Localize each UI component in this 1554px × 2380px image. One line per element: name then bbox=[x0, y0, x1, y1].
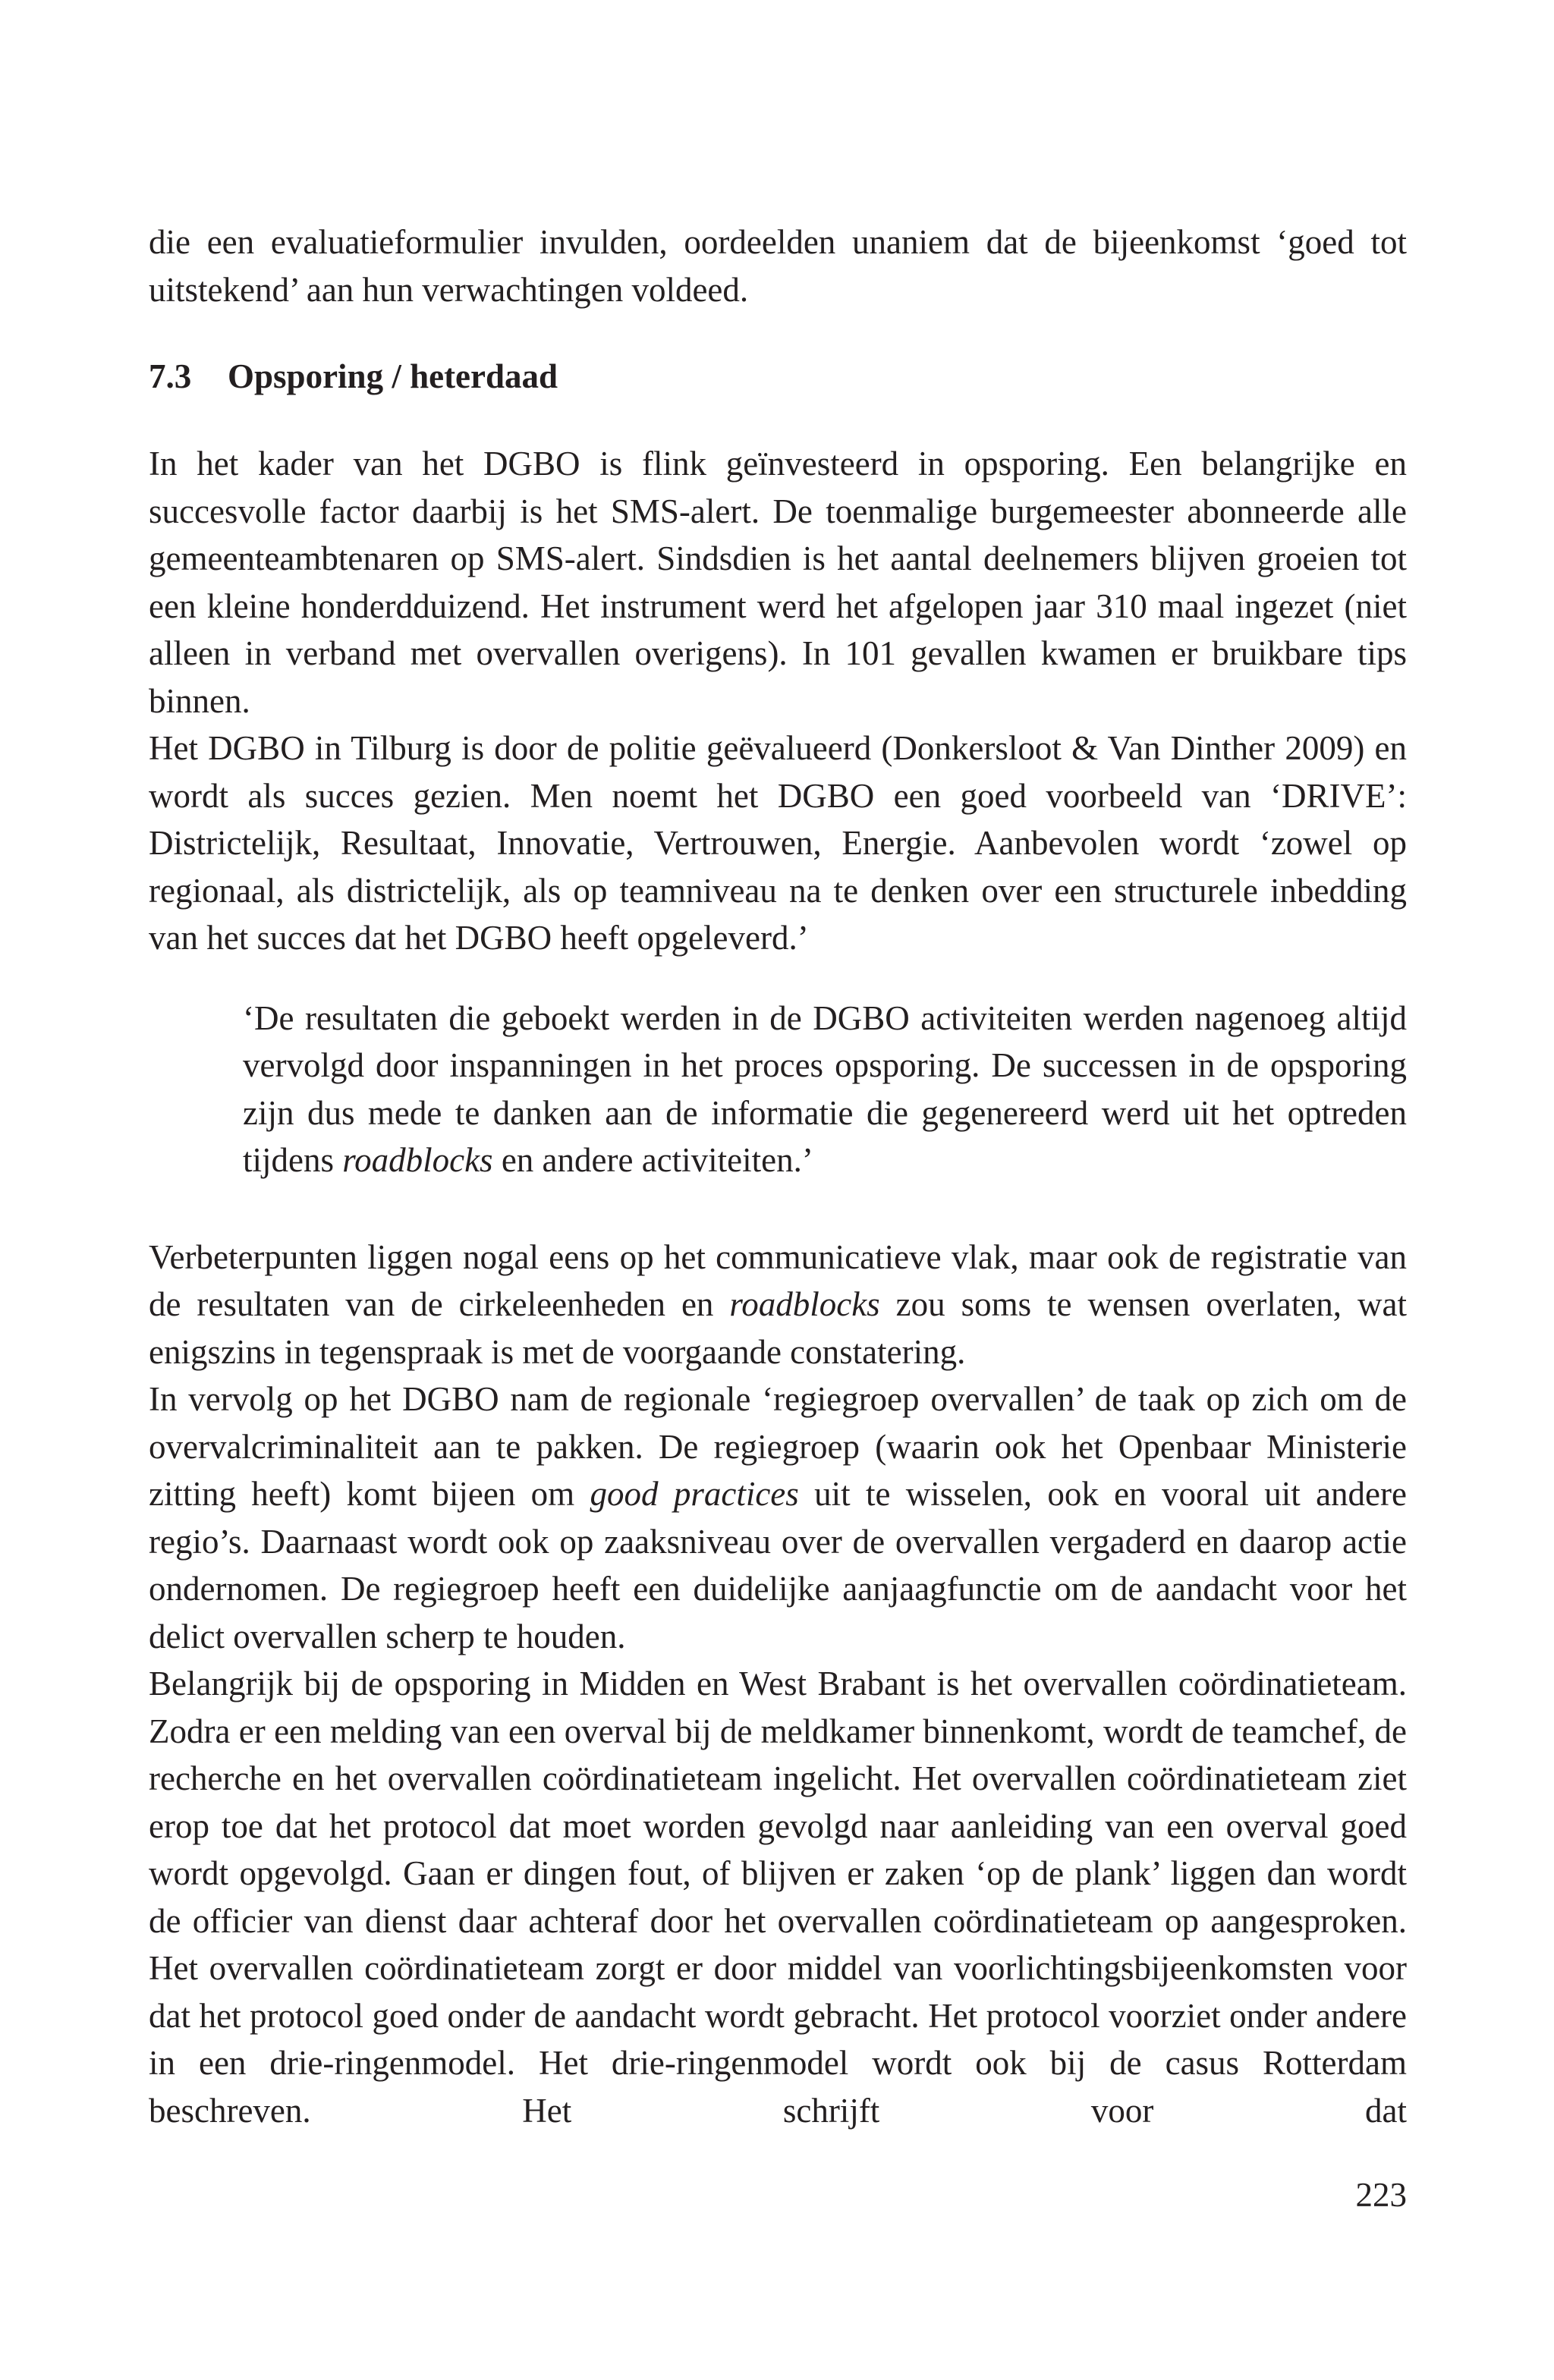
paragraph-evaluation: Het DGBO in Tilburg is door de politie geëvalueerd (Donkersloot & Van Dinther 2009) en wordt als succes gezien. Men noemt het DGBO een goed voorbeeld van ‘DRIVE’: Districtelijk, Resultaat, Innovatie, Vertrouwen, Energie. Aanbevolen wordt ‘zowel op regionaal, als districtelijk, als op teamniveau na te denken over een structurele inbedding van het succes dat het DGBO heeft opgeleverd.’ bbox=[149, 729, 1407, 957]
section-heading bbox=[149, 353, 1407, 407]
quote-text-end: en andere activiteiten.’ bbox=[492, 1141, 813, 1179]
regiegroep-text-start: In vervolg op het DGBO nam de regionale ‘regiegroep overvallen’ de taak op zich om de overvalcriminaliteit aan te pakken. De regiegroep (waarin ook het Openbaar Ministerie zitting heeft) komt bijeen om bbox=[149, 1380, 1407, 1513]
quote-text-start: ‘De resultaten die geboekt werden in de DGBO activiteiten werden nagenoeg altijd vervolgd door inspanningen in het proces opsporing. De successen in de opsporing zijn dus mede te danken aan de informatie die gegenereerd werd uit het optreden tijdens bbox=[243, 998, 1407, 1179]
paragraph-sms-alert: In het kader van het DGBO is flink geïnvesteerd in opsporing. Een belangrijke en succesvolle factor daarbij is het SMS-alert. De toenmalige burgemeester abonneerde alle gemeenteambtenaren op SMS-alert. Sindsdien is het aantal deelnemers blijven groeien tot een kleine honderdduizend. Het instrument werd het afgelopen jaar 310 maal ingezet (niet alleen in verband met overvallen overigens). In 101 gevallen kwamen er bruikbare tips binnen. bbox=[149, 445, 1407, 720]
improvements-text-start: Verbeterpunten liggen nogal eens op het communicatieve vlak, maar ook de registratie van de resultaten van de cirkeleenheden en bbox=[149, 1237, 1407, 1323]
block-quote bbox=[243, 995, 1407, 1184]
section-body-2 bbox=[149, 1234, 1407, 2135]
regiegroep-text-end: uit te wisselen, ook en vooral uit andere regio’s. Daarnaast wordt ook op zaaksniveau over de overvallen vergaderd en daarop actie ondernomen. De regiegroep heeft een duidelijke aanjaagfunctie om de aandacht voor het delict overvallen scherp te houden. bbox=[149, 1475, 1407, 1655]
intro-paragraph bbox=[149, 219, 1407, 313]
paragraph-regiegroep bbox=[149, 1375, 1407, 1660]
improvements-italic-term: roadblocks bbox=[729, 1285, 880, 1323]
section-number: 7.3 bbox=[149, 357, 192, 395]
section-body-1 bbox=[149, 440, 1407, 962]
quote-paragraph bbox=[243, 995, 1407, 1184]
paragraph-improvements bbox=[149, 1234, 1407, 1376]
section-title: Opsporing / heterdaad bbox=[228, 357, 558, 395]
quote-italic-term: roadblocks bbox=[342, 1141, 493, 1179]
page-number: 223 bbox=[1355, 2176, 1407, 2214]
paragraph-coordination-team: Belangrijk bij de opsporing in Midden en West Brabant is het overvallen coördinatieteam. Zodra er een melding van een overval bij de meldkamer binnenkomt, wordt de teamchef, de recherche en het overvallen coördinatieteam ingelicht. Het overvallen coördinatieteam ziet erop toe dat het protocol dat moet worden gevolgd naar aanleiding van een overval goed wordt opgevolgd. Gaan er dingen fout, of blijven er zaken ‘op de plank’ liggen dan wordt de officier van dienst daar achteraf door het overvallen coördinatieteam op aangesproken. Het overvallen coördinatieteam zorgt er door middel van voorlichtingsbijeenkomsten voor dat het protocol goed onder de aandacht wordt gebracht. Het protocol voorziet onder andere in een drie-ringenmodel. Het drie-ringenmodel wordt ook bij de casus Rotterdam beschreven. Het schrijft voor dat bbox=[149, 1665, 1407, 2130]
improvements-text-end: zou soms te wensen overlaten, wat enigszins in tegenspraak is met de voorgaande constatering. bbox=[149, 1285, 1407, 1371]
intro-line-2: uitstekend’ aan hun verwachtingen voldeed. bbox=[149, 270, 749, 309]
intro-line-1: die een evaluatieformulier invulden, oordeelden unaniem dat de bijeenkomst ‘goed tot bbox=[149, 223, 1407, 261]
page-body bbox=[149, 219, 1407, 2134]
regiegroep-italic-term: good practices bbox=[590, 1475, 799, 1513]
